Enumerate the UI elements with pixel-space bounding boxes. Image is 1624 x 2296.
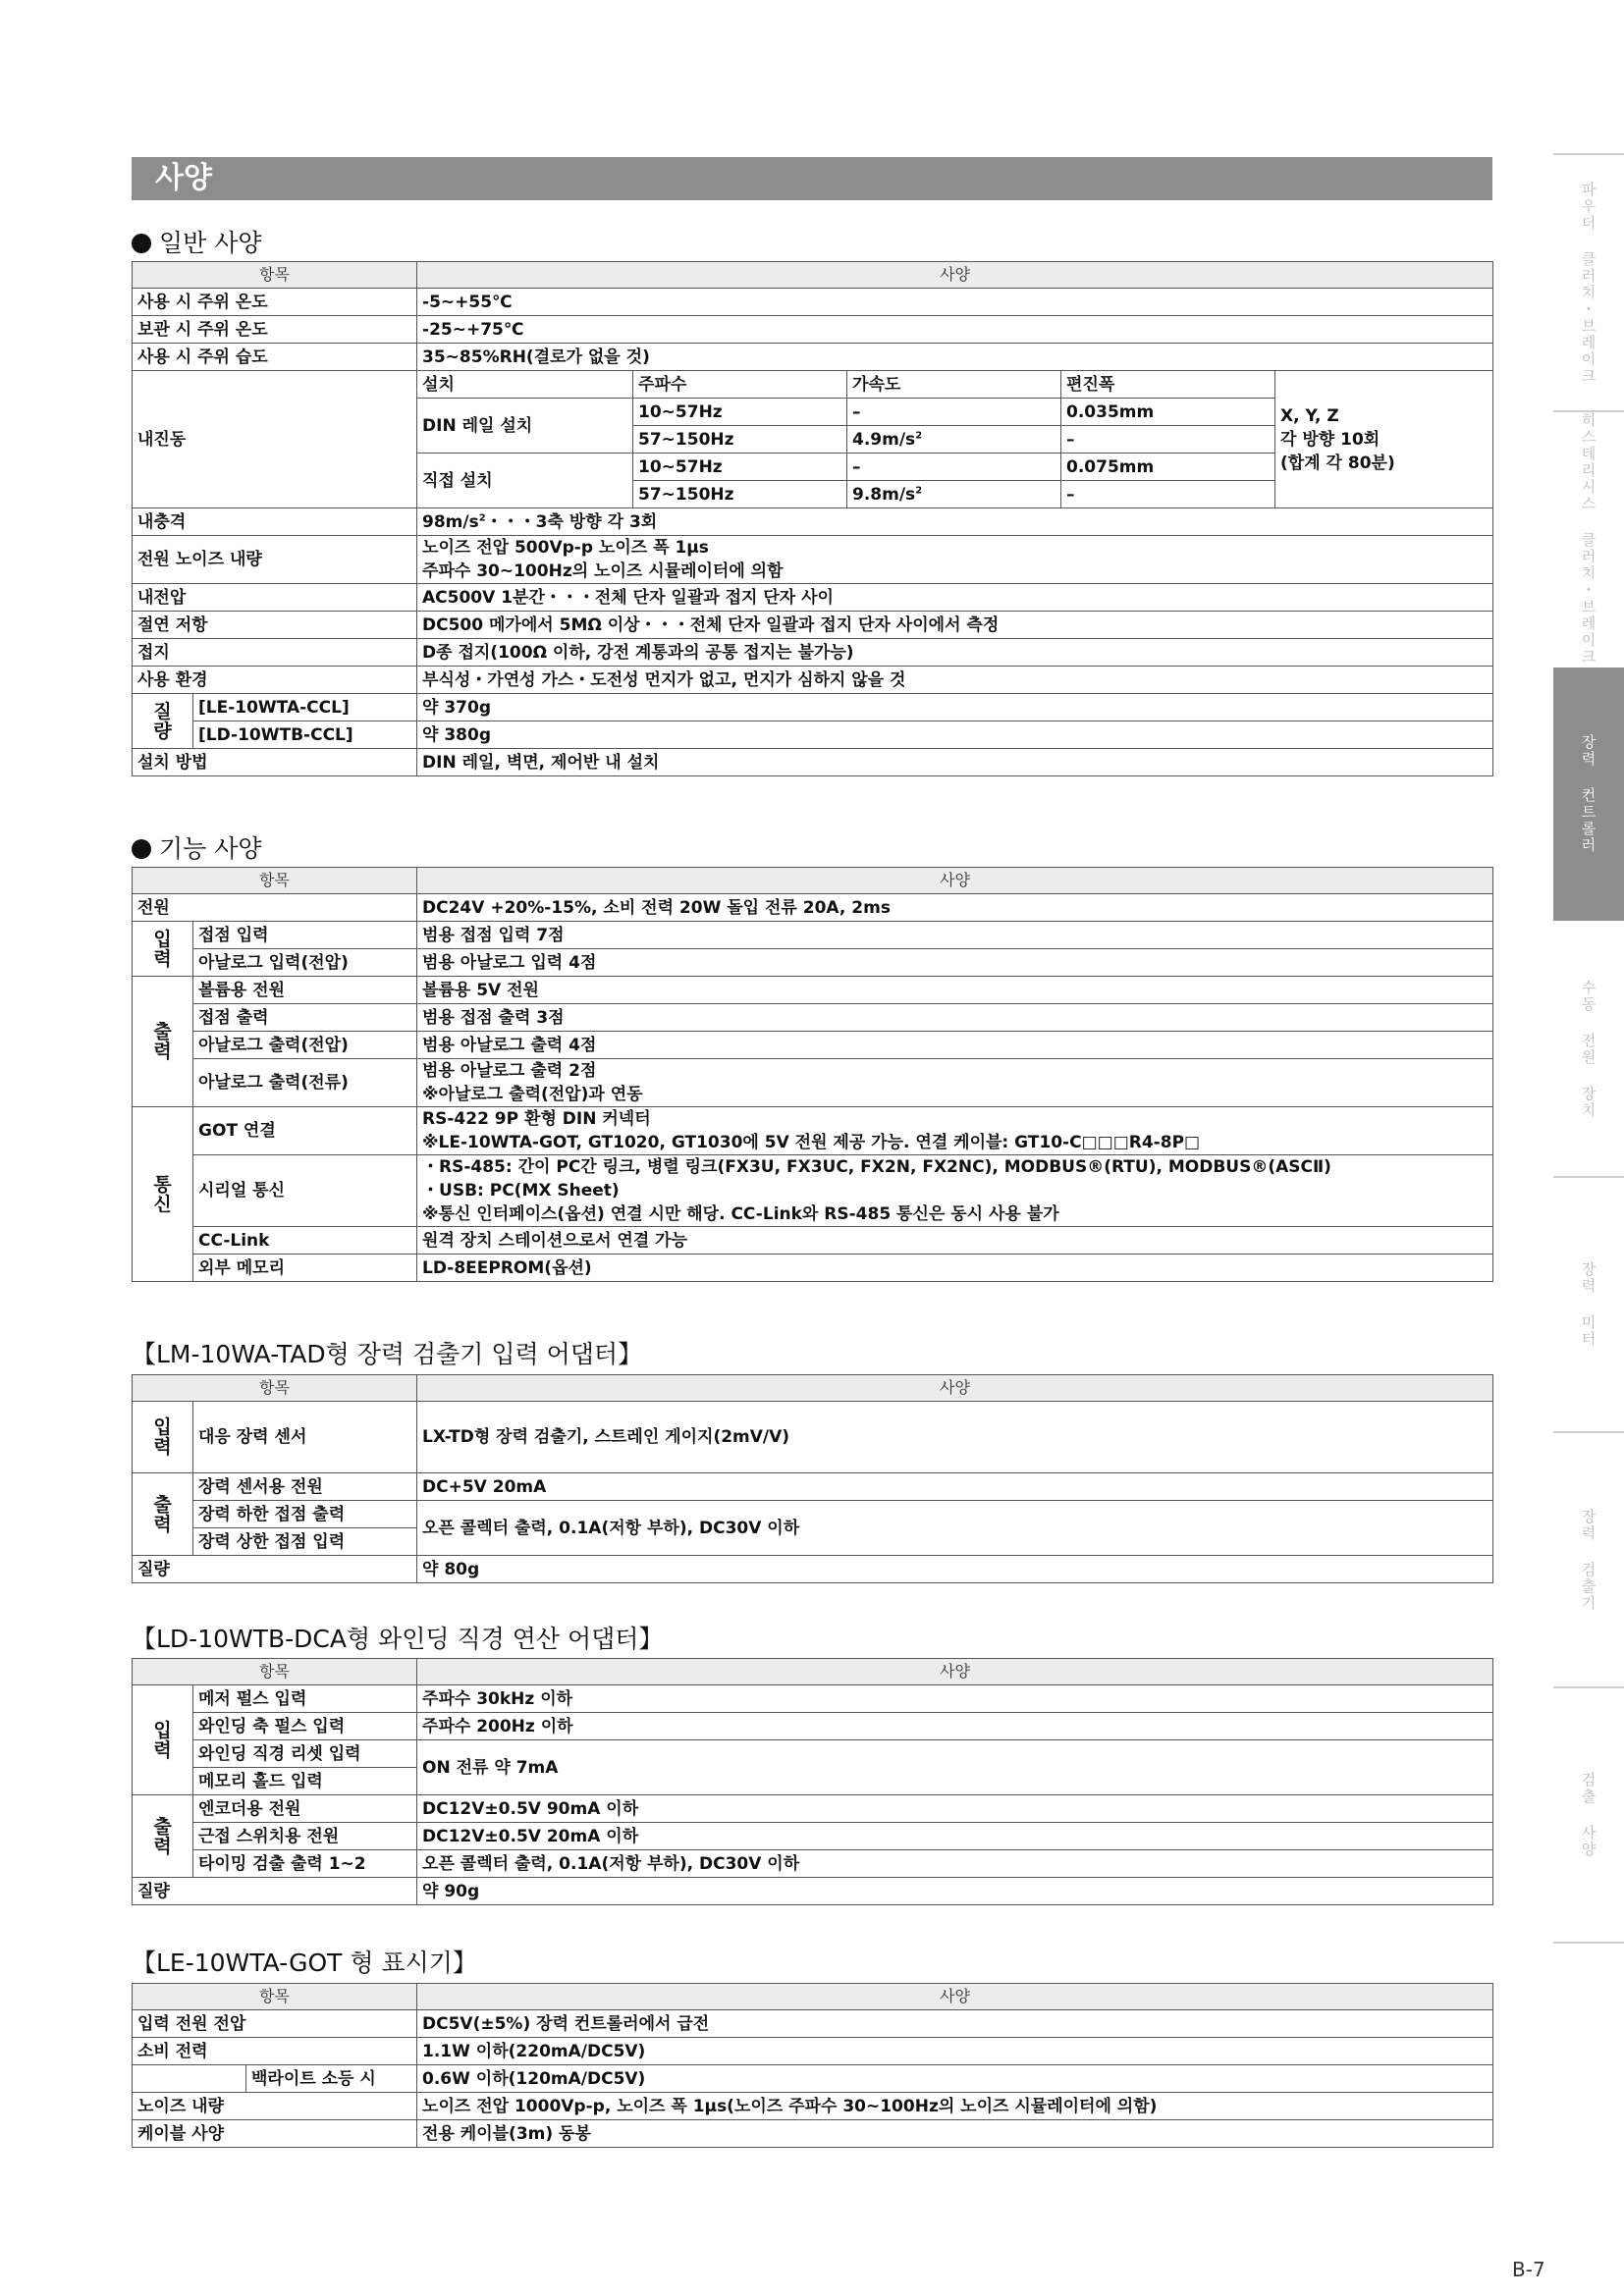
table-row [133, 1255, 1493, 1282]
row-label: CC-Link [193, 1227, 417, 1255]
row-label: 접점 입력 [193, 922, 417, 949]
vib-col-frequency: 주파수 [633, 371, 847, 399]
row-label: 내충격 [133, 508, 417, 536]
table-row [133, 1059, 1493, 1107]
vib-amplitude: 0.035mm [1061, 399, 1275, 426]
row-label: 근접 스위치용 전원 [193, 1823, 417, 1850]
row-value: -5~+55℃ [417, 289, 1493, 316]
row-value: DC24V +20%-15%, 소비 전력 20W 돌입 전류 20A, 2ms [417, 894, 1493, 922]
row-value [417, 1155, 1493, 1227]
vertical-label: 질량 [153, 700, 172, 742]
row-label: 설치 방법 [133, 749, 417, 776]
page-number: B-7 [1512, 2258, 1545, 2281]
table-row [133, 667, 1493, 694]
value-line: 주파수 30~100Hz의 노이즈 시뮬레이터에 의함 [422, 561, 784, 581]
header-spec: 사양 [417, 1984, 1493, 2010]
row-label: 와인딩 직경 리셋 입력 [193, 1740, 417, 1768]
row-value: 오픈 콜렉터 출력, 0.1A(저항 부하), DC30V 이하 [417, 1501, 1493, 1556]
bullet-icon [132, 839, 151, 859]
header-spec: 사양 [417, 1375, 1493, 1402]
header-spec: 사양 [417, 262, 1493, 289]
table-row [133, 316, 1493, 344]
table-row [133, 536, 1493, 584]
row-label: 장력 센서용 전원 [193, 1473, 417, 1501]
row-value: 볼륨용 5V 전원 [417, 977, 1493, 1004]
row-label: 볼륨용 전원 [193, 977, 417, 1004]
vibration-label: 내진동 [133, 371, 417, 508]
row-label: 장력 상한 접점 입력 [193, 1528, 417, 1556]
row-value: AC500V 1분간・・・전체 단자 일괄과 접지 단자 사이 [417, 584, 1493, 612]
row-value: 범용 아날로그 입력 4점 [417, 949, 1493, 977]
row-label: 와인딩 축 펄스 입력 [193, 1713, 417, 1740]
row-label: 접지 [133, 639, 417, 667]
superscript-2: 2 [478, 511, 486, 523]
vib-frequency: 10~57Hz [633, 399, 847, 426]
value-line: 범용 아날로그 출력 2점 [422, 1061, 597, 1081]
vertical-label: 입력 [153, 928, 172, 970]
row-label: [LE-10WTA-CCL] [193, 694, 417, 721]
header-spec: 사양 [417, 868, 1493, 894]
table-row [133, 1227, 1493, 1255]
sidebar-divider [1553, 1942, 1624, 1944]
header-item: 항목 [133, 868, 417, 894]
comm-group-label [133, 1107, 193, 1282]
row-value: 약 380g [417, 721, 1493, 749]
row-value: 원격 장치 스테이션으로서 연결 가능 [417, 1227, 1493, 1255]
empty-cell [133, 2065, 246, 2093]
table-row [133, 1740, 1493, 1768]
sidebar-tab-tension-controller[interactable]: 장력 컨트롤러 [1553, 667, 1624, 921]
tad-spec-table [132, 1374, 1493, 1583]
page-title: 사양 [132, 157, 1492, 200]
table-row [133, 639, 1493, 667]
row-value: DC12V±0.5V 90mA 이하 [417, 1795, 1493, 1823]
table-row [133, 1107, 1493, 1155]
row-label: 아날로그 출력(전압) [193, 1032, 417, 1059]
table-row [133, 721, 1493, 749]
header-item: 항목 [133, 1375, 417, 1402]
row-label: 아날로그 출력(전류) [193, 1059, 417, 1107]
section-tad-heading: 【LM-10WA-TAD형 장력 검출기 입력 어댑터】 [132, 1340, 643, 1368]
table-row [133, 289, 1493, 316]
vib-direct: 직접 설치 [417, 454, 633, 508]
vertical-label: 출력 [153, 1493, 172, 1535]
row-value: 약 90g [417, 1878, 1493, 1905]
row-value: ON 전류 약 7mA [417, 1740, 1493, 1795]
row-value: D종 접지(100Ω 이하, 강전 계통과의 공통 접지는 불가능) [417, 639, 1493, 667]
row-label: 대응 장력 센서 [193, 1402, 417, 1473]
output-group-label [133, 1473, 193, 1556]
vib-amplitude: – [1061, 481, 1275, 508]
row-value: 부식성・가연성 가스・도전성 먼지가 없고, 먼지가 심하지 않을 것 [417, 667, 1493, 694]
section-dca-heading: 【LD-10WTB-DCA형 와인딩 직경 연산 어댑터】 [132, 1625, 664, 1653]
vertical-label: 출력 [153, 1815, 172, 1857]
row-label: 질량 [133, 1878, 417, 1905]
row-value: 35~85%RH(결로가 없을 것) [417, 344, 1493, 371]
header-item: 항목 [133, 1984, 417, 2010]
mass-group-label [133, 694, 193, 749]
section-functional-heading [132, 829, 262, 865]
vib-accel-value: 9.8m/s [852, 484, 916, 505]
value-line: ・RS-485: 간이 PC간 링크, 병렬 링크(FX3U, FX3UC, FX2N, FX2NC), MODBUS®(RTU), MODBUS®(ASCⅡ) [422, 1157, 1331, 1177]
table-row [133, 1032, 1493, 1059]
vib-amplitude: 0.075mm [1061, 454, 1275, 481]
vertical-label: 출력 [153, 1021, 172, 1062]
table-row [133, 1556, 1493, 1583]
dca-spec-table [132, 1658, 1493, 1905]
vib-col-install: 설치 [417, 371, 633, 399]
superscript-2: 2 [915, 429, 923, 441]
value-line: ・USB: PC(MX Sheet) [422, 1181, 620, 1201]
vib-acceleration: – [847, 399, 1061, 426]
table-row [133, 1501, 1493, 1528]
table-row [133, 2065, 1493, 2093]
value-line: RS-422 9P 환형 DIN 커넥터 [422, 1109, 651, 1129]
table-row [133, 977, 1493, 1004]
row-label: 입력 전원 전압 [133, 2010, 417, 2038]
value-line: ※통신 인터페이스(옵션) 연결 시만 해당. CC-Link와 RS-485 통신은 동시 사용 불가 [422, 1204, 1059, 1224]
vib-acceleration [847, 426, 1061, 454]
vib-note-line: (합계 각 80분) [1280, 453, 1395, 473]
superscript-2: 2 [915, 484, 923, 496]
table-row [133, 694, 1493, 721]
section-functional-label: 기능 사양 [159, 834, 262, 863]
table-row [133, 1402, 1493, 1473]
vibration-note [1275, 371, 1493, 508]
input-group-label [133, 1685, 193, 1795]
row-value [417, 1059, 1493, 1107]
table-row [133, 1713, 1493, 1740]
value-line: ※아날로그 출력(전압)과 연동 [422, 1085, 643, 1104]
table-row [133, 1685, 1493, 1713]
sidebar-tab-manual-power[interactable]: 수동 전원 장치 [1579, 980, 1597, 1119]
table-row [133, 894, 1493, 922]
table-row [133, 508, 1493, 536]
table-row [133, 2093, 1493, 2120]
row-value: DIN 레일, 벽면, 제어반 내 설치 [417, 749, 1493, 776]
sidebar-tab-powder-clutch[interactable]: 파우더 클러치・브레이크 [1579, 181, 1597, 385]
row-label: 질량 [133, 1556, 417, 1583]
row-label: 엔코더용 전원 [193, 1795, 417, 1823]
row-label: 노이즈 내량 [133, 2093, 417, 2120]
row-value: 범용 접점 입력 7점 [417, 922, 1493, 949]
vertical-label: 입력 [153, 1416, 172, 1458]
row-label: 내전압 [133, 584, 417, 612]
vib-note-line: X, Y, Z [1280, 405, 1339, 426]
row-value [417, 1107, 1493, 1155]
row-value: 범용 접점 출력 3점 [417, 1004, 1493, 1032]
table-row [133, 1795, 1493, 1823]
table-header-row [133, 1659, 1493, 1685]
table-row [133, 2120, 1493, 2148]
row-label: 전원 노이즈 내량 [133, 536, 417, 584]
general-spec-table [132, 261, 1493, 776]
got-spec-table [132, 1983, 1493, 2148]
table-row [133, 1473, 1493, 1501]
table-row [133, 1823, 1493, 1850]
vib-frequency: 57~150Hz [633, 426, 847, 454]
row-value: 약 370g [417, 694, 1493, 721]
row-value: 주파수 30kHz 이하 [417, 1685, 1493, 1713]
row-value: 0.6W 이하(120mA/DC5V) [417, 2065, 1493, 2093]
row-label: GOT 연결 [193, 1107, 417, 1155]
output-group-label [133, 977, 193, 1107]
row-value: 오픈 콜렉터 출력, 0.1A(저항 부하), DC30V 이하 [417, 1850, 1493, 1878]
value-line: ※LE-10WTA-GOT, GT1020, GT1030에 5V 전원 제공 가능. 연결 케이블: GT10-C□□□R4-8P□ [422, 1133, 1201, 1152]
row-label: 시리얼 통신 [193, 1155, 417, 1227]
row-value: DC5V(±5%) 장력 컨트롤러에서 급전 [417, 2010, 1493, 2038]
row-value: 전용 케이블(3m) 동봉 [417, 2120, 1493, 2148]
vib-amplitude: – [1061, 426, 1275, 454]
table-row [133, 749, 1493, 776]
row-value: DC500 메가에서 5MΩ 이상・・・전체 단자 일괄과 접지 단자 사이에서 측정 [417, 612, 1493, 639]
table-header-row [133, 262, 1493, 289]
row-label: 사용 시 주위 온도 [133, 289, 417, 316]
table-row [133, 1878, 1493, 1905]
row-label: 메저 펄스 입력 [193, 1685, 417, 1713]
input-group-label [133, 1402, 193, 1473]
functional-spec-table [132, 867, 1493, 1282]
row-value: 약 80g [417, 1556, 1493, 1583]
vertical-label: 입력 [153, 1719, 172, 1761]
row-value: 노이즈 전압 1000Vp-p, 노이즈 폭 1μs(노이즈 주파수 30~100Hz의 노이즈 시뮬레이터에 의함) [417, 2093, 1493, 2120]
row-label: 백라이트 소등 시 [246, 2065, 417, 2093]
row-label: [LD-10WTB-CCL] [193, 721, 417, 749]
row-label: 아날로그 입력(전압) [193, 949, 417, 977]
vib-frequency: 57~150Hz [633, 481, 847, 508]
row-value: LD-8EEPROM(옵션) [417, 1255, 1493, 1282]
sidebar-tab-hysteresis-clutch[interactable]: 히스테리시스 클러치・브레이크 [1579, 412, 1597, 666]
row-label: 전원 [133, 894, 417, 922]
vibration-header-row [133, 371, 1493, 399]
section-general-heading [132, 224, 262, 259]
row-value: DC+5V 20mA [417, 1473, 1493, 1501]
row-label: 외부 메모리 [193, 1255, 417, 1282]
row-label: 케이블 사양 [133, 2120, 417, 2148]
row-value: -25~+75℃ [417, 316, 1493, 344]
vib-frequency: 10~57Hz [633, 454, 847, 481]
table-row [133, 949, 1493, 977]
table-row [133, 2038, 1493, 2065]
input-group-label [133, 922, 193, 977]
row-label: 절연 저항 [133, 612, 417, 639]
row-value: DC12V±0.5V 20mA 이하 [417, 1823, 1493, 1850]
row-value: 범용 아날로그 출력 4점 [417, 1032, 1493, 1059]
sidebar-tab-tension-meter[interactable]: 장력 미터 [1579, 1261, 1597, 1348]
section-got-heading: 【LE-10WTA-GOT 형 표시기】 [132, 1949, 477, 1977]
row-label: 타이밍 검출 출력 1~2 [193, 1850, 417, 1878]
header-item: 항목 [133, 1659, 417, 1685]
row-label: 사용 시 주위 습도 [133, 344, 417, 371]
vib-note-line: 각 방향 10회 [1280, 429, 1380, 450]
vertical-label: 통신 [153, 1173, 172, 1215]
row-label: 사용 환경 [133, 667, 417, 694]
row-label: 보관 시 주위 온도 [133, 316, 417, 344]
row-label: 장력 하한 접점 출력 [193, 1501, 417, 1528]
row-value: 1.1W 이하(220mA/DC5V) [417, 2038, 1493, 2065]
header-item: 항목 [133, 262, 417, 289]
bullet-icon [132, 234, 151, 253]
table-row [133, 2010, 1493, 2038]
vib-acceleration [847, 481, 1061, 508]
table-row [133, 922, 1493, 949]
row-value [417, 536, 1493, 584]
table-row [133, 1004, 1493, 1032]
table-row [133, 1850, 1493, 1878]
row-value [417, 508, 1493, 536]
row-label: 메모리 홀드 입력 [193, 1768, 417, 1795]
row-value: 주파수 200Hz 이하 [417, 1713, 1493, 1740]
vib-col-acceleration: 가속도 [847, 371, 1061, 399]
shock-value: 98m/s [422, 511, 479, 532]
shock-value-rest: ・・・3축 방향 각 3회 [485, 511, 658, 532]
sidebar-tab-tension-detector[interactable]: 장력 검출기 [1579, 1508, 1597, 1612]
header-spec: 사양 [417, 1659, 1493, 1685]
row-value: LX-TD형 장력 검출기, 스트레인 게이지(2mV/V) [417, 1402, 1493, 1473]
value-line: 노이즈 전압 500Vp-p 노이즈 폭 1μs [422, 538, 709, 558]
table-row [133, 1155, 1493, 1227]
sidebar-tab-detection-spec[interactable]: 검출 사양 [1579, 1772, 1597, 1858]
section-general-label: 일반 사양 [159, 229, 262, 257]
table-row [133, 344, 1493, 371]
table-row [133, 584, 1493, 612]
output-group-label [133, 1795, 193, 1878]
vib-din-rail: DIN 레일 설치 [417, 399, 633, 454]
vib-col-amplitude: 편진폭 [1061, 371, 1275, 399]
vib-accel-value: 4.9m/s [852, 429, 916, 450]
row-label: 소비 전력 [133, 2038, 417, 2065]
table-header-row [133, 868, 1493, 894]
row-label: 접점 출력 [193, 1004, 417, 1032]
table-row [133, 612, 1493, 639]
vib-acceleration: – [847, 454, 1061, 481]
table-header-row [133, 1984, 1493, 2010]
table-header-row [133, 1375, 1493, 1402]
